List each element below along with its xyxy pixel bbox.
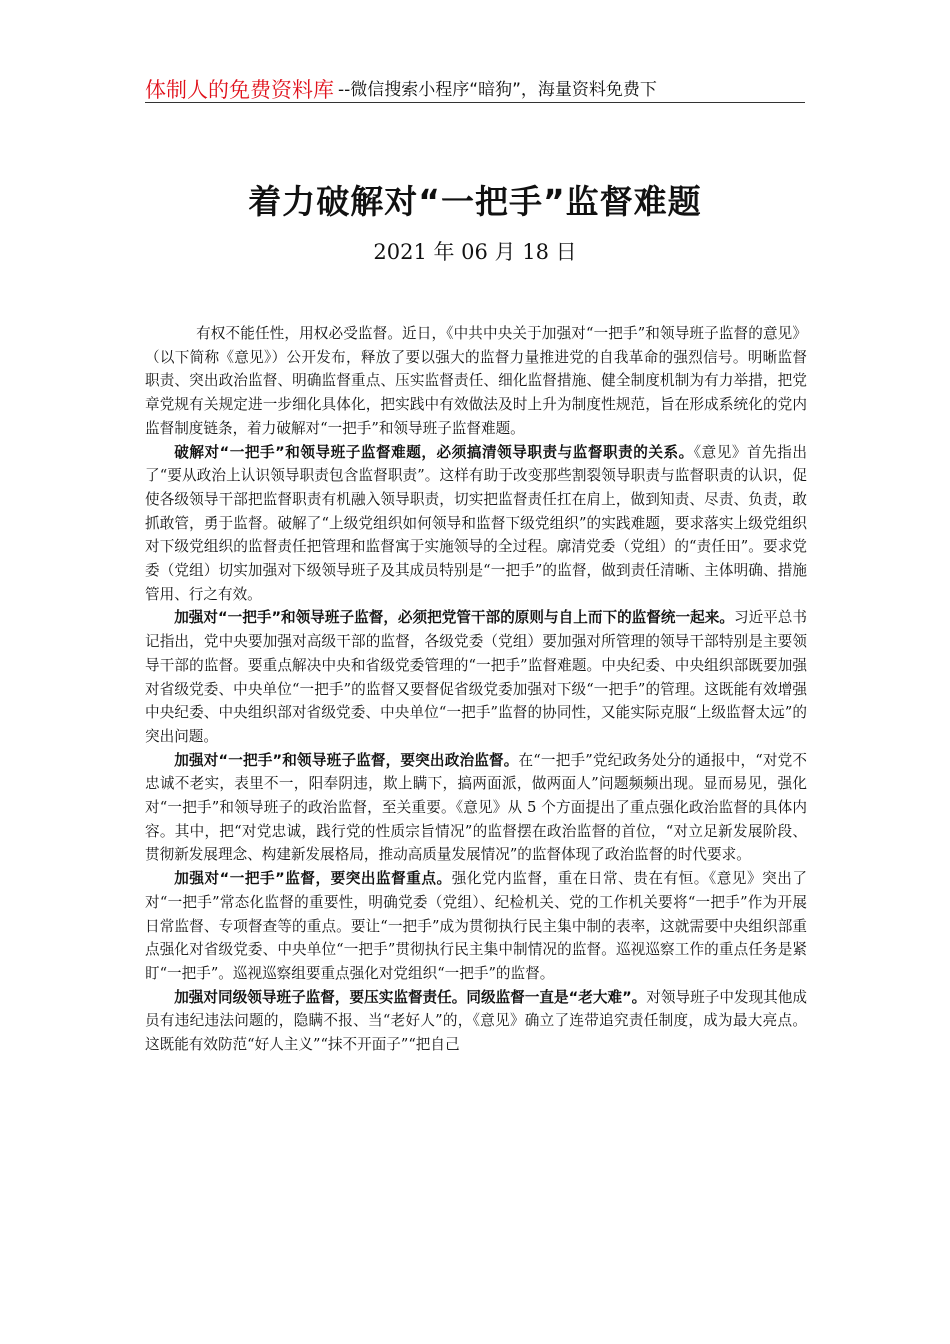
paragraph-text: 对领导班子中发现其他成员有违纪违法问题的，隐瞒不报、当“老好人”的，《意见》确立了连带追究责任制度，成为最大亮点。这既能有效防范“好人主义”“抹不开面子”“把自己 [145, 988, 807, 1054]
paragraph-lead: 破解对“一把手”和领导班子监督难题，必须搞清领导职责与监督职责的关系。 [174, 443, 694, 461]
paragraph-text: 习近平总书记指出，党中央要加强对高级干部的监督，各级党委（党组）要加强对所管理的领导干部特别是主要领导干部的监督。要重点解决中央和省级党委管理的“一把手”监督难题。中央纪委、中央组织部既要加强对省级党委、中央单位“一把手”的监督又要督促省级党委加强对下级“一把手”的管理。这既能有效增强中央纪委、中央组织部对省级党委、中央单位“一把手”监督的协同性，又能实际克服“上级监督太远”的突出问题。 [145, 609, 807, 745]
paragraph [145, 749, 807, 868]
paragraph-lead: 加强对“一把手”和领导班子监督，要突出政治监督。 [174, 751, 519, 769]
paragraph-text: 《意见》首先指出了“要从政治上认识领导职责包含监督职责”。这样有助于改变那些割裂领导职责与监督职责的认识，促使各级领导干部把监督职责有机融入领导职责，切实把监督责任扛在肩上，做到知责、尽责、负责，敢抓敢管，勇于监督。破解了“上级党组织如何领导和监督下级党组织”的实践难题，要求落实上级党组织对下级党组织的监督责任把管理和监督寓于实施领导的全过程。廓清党委（党组）的“责任田”。要求党委（党组）切实加强对下级领导班子及其成员特别是“一把手”的监督，做到责任清晰、主体明确、措施管用、行之有效。 [145, 443, 808, 603]
paragraph [145, 322, 807, 441]
paragraph-text: 强化党内监督，重在日常、贵在有恒。《意见》突出了对“一把手”常态化监督的重要性，明确党委（党组）、纪检机关、党的工作机关要将“一把手”作为开展日常监督、专项督查等的重点。要让“一把手”成为贯彻执行民主集中制的表率，这就需要中央组织部重点强化对省级党委、中央单位“一把手”贯彻执行民主集中制情况的监督。巡视巡察工作的重点任务是紧盯“一把手”。巡视巡察组要重点强化对党组织“一把手”的监督。 [145, 870, 808, 982]
paragraph [145, 867, 807, 986]
paragraph-lead: 加强对“一把手”监督，要突出监督重点。 [174, 870, 452, 888]
paragraph [145, 986, 807, 1057]
article-body [145, 322, 807, 1057]
paragraph-lead: 加强对同级领导班子监督，要压实监督责任。同级监督一直是“老大难”。 [174, 988, 647, 1006]
paragraph [145, 441, 807, 607]
header-slogan: --微信搜索小程序“暗狗”，海量资料免费下 [338, 80, 657, 100]
paragraph-lead: 加强对“一把手”和领导班子监督，必须把党管干部的原则与自上而下的监督统一起来。 [174, 609, 734, 627]
article-title: 着力破解对“一把手”监督难题 [248, 182, 702, 221]
paragraph-text: 在“一把手”党纪政务处分的通报中，“对党不忠诚不老实，表里不一，阳奉阴违，欺上瞒下，搞两面派，做两面人”问题频频出现。显而易见，强化对“一把手”和领导班子的政治监督，至关重要。《意见》从 5 个方面提出了重点强化政治监督的具体内容。其中，把“对党忠诚，践行党的性质宗旨情况”的监督摆在政治监督的首位，“对立足新发展阶段、贯彻新发展理念、构建新发展格局，推动高质量发展情况”的监督体现了政治监督的时代要求。 [145, 751, 808, 864]
article-date: 2021 年 06 月 18 日 [373, 240, 577, 264]
header-brand: 体制人的免费资料库 [145, 78, 334, 102]
paragraph-text: 有权不能任性，用权必受监督。近日，《中共中央关于加强对“一把手”和领导班子监督的意见》（以下简称《意见》）公开发布，释放了要以强大的监督力量推进党的自我革命的强烈信号。明晰监督职责、突出政治监督、明确监督重点、压实监督责任、细化监督措施、健全制度机制为有力举措，把党章党规有关规定进一步细化具体化，把实践中有效做法及时上升为制度性规范，旨在形成系统化的党内监督制度链条，着力破解对“一把手”和领导班子监督难题。 [145, 325, 807, 437]
paragraph [145, 606, 807, 748]
page-header [145, 68, 805, 103]
